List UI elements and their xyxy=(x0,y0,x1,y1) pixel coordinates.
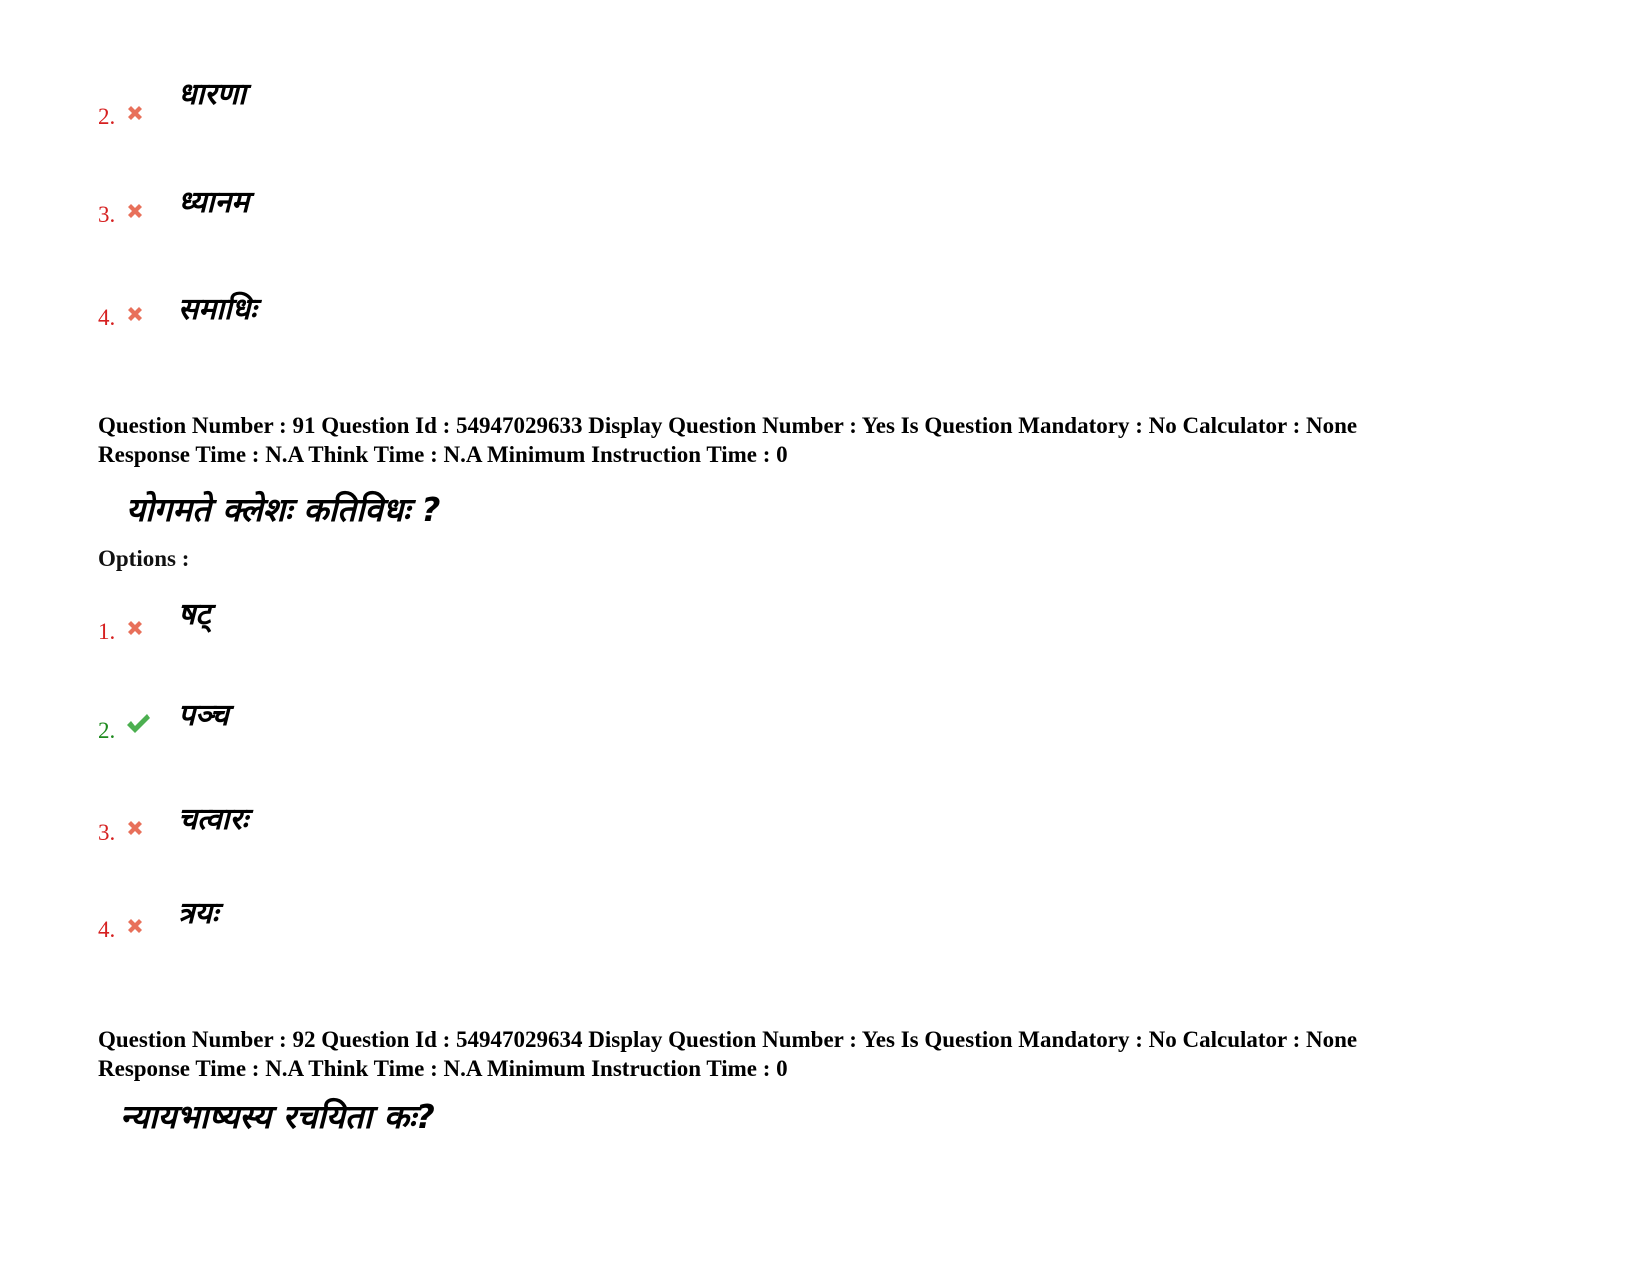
option-number: 1. xyxy=(98,619,116,644)
check-icon xyxy=(125,712,151,736)
option-text: पञ्च xyxy=(178,698,229,733)
option-text: धारणा xyxy=(178,77,246,112)
option-number: 2. xyxy=(98,104,116,129)
option-text: चत्वारः xyxy=(178,802,248,837)
question-92-text: न्यायभाष्यस्य रचयिता कः? xyxy=(120,1097,435,1136)
option-number: 4. xyxy=(98,917,116,942)
cross-icon xyxy=(125,201,145,221)
cross-icon xyxy=(125,103,145,123)
option-number: 2. xyxy=(98,718,116,743)
question-91-meta xyxy=(98,411,1598,469)
question-meta-line: Response Time : N.A Think Time : N.A Minimum Instruction Time : 0 xyxy=(98,442,788,467)
options-label: Options : xyxy=(98,546,190,571)
option-text: ध्यानम xyxy=(178,185,250,220)
option-text: त्रयः xyxy=(178,896,219,931)
cross-icon xyxy=(125,916,145,936)
option-number: 3. xyxy=(98,820,116,845)
cross-icon xyxy=(125,618,145,638)
cross-icon xyxy=(125,304,145,324)
cross-icon xyxy=(125,818,145,838)
option-text: समाधिः xyxy=(178,292,257,327)
question-meta-line: Question Number : 91 Question Id : 54947029633 Display Question Number : Yes Is Question Mandatory : No Calculator : None xyxy=(98,413,1358,438)
question-meta-line: Response Time : N.A Think Time : N.A Minimum Instruction Time : 0 xyxy=(98,1056,788,1081)
question-meta-line: Question Number : 92 Question Id : 54947029634 Display Question Number : Yes Is Question Mandatory : No Calculator : None xyxy=(98,1027,1358,1052)
option-number: 4. xyxy=(98,305,116,330)
question-92-meta xyxy=(98,1025,1598,1083)
question-91-text: योगमते क्लेशः कतिविधः ? xyxy=(126,490,441,529)
option-text: षट् xyxy=(178,597,211,632)
option-number: 3. xyxy=(98,202,116,227)
